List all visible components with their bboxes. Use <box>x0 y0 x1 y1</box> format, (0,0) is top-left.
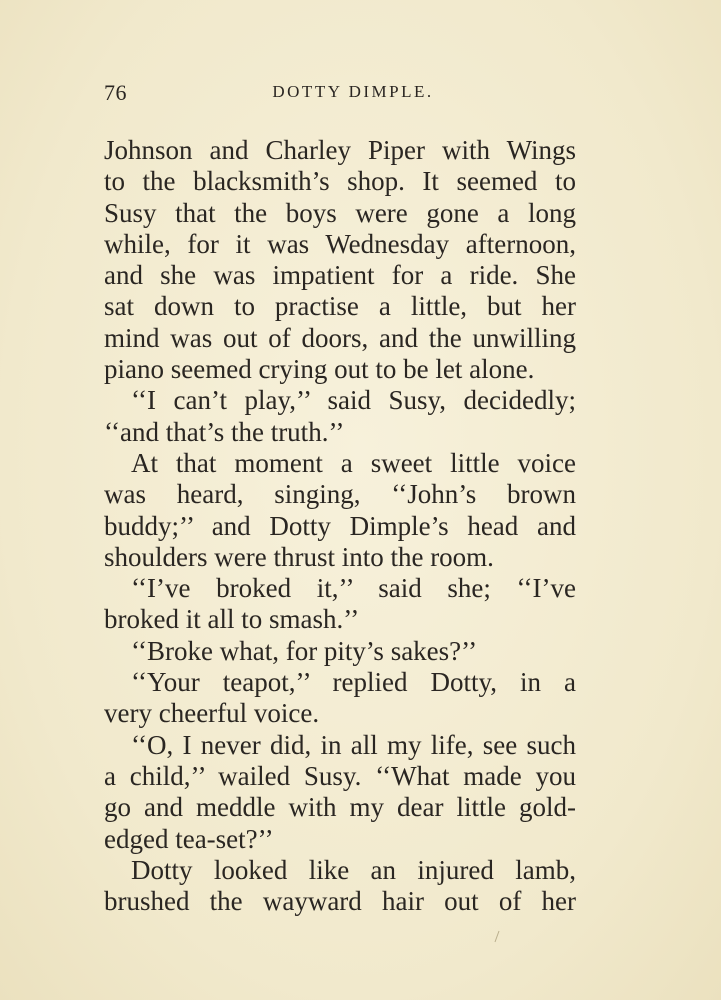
text-line: buddy;’’ and Dotty Dimple’s head and <box>104 510 576 541</box>
running-title: DOTTY DIMPLE. <box>272 82 434 101</box>
text-line: ‘‘I’ve broked it,’’ said she; ‘‘I’ve <box>131 573 576 604</box>
running-head <box>104 80 576 108</box>
text-line: sat down to practise a little, but her <box>104 291 576 322</box>
body-text <box>104 135 576 917</box>
text-line: ‘‘Your teapot,’’ replied Dotty, in a <box>131 667 576 698</box>
text-line: go and meddle with my dear little gold- <box>104 792 576 823</box>
text-line: very cheerful voice. <box>104 698 320 729</box>
text-line: Johnson and Charley Piper with Wings <box>104 135 576 165</box>
text-line: to the blacksmith’s shop. It seemed to <box>104 166 576 197</box>
text-line: brushed the wayward hair out of her <box>104 886 576 917</box>
text-line: Susy that the boys were gone a long <box>104 197 576 228</box>
text-line: ‘‘Broke what, for pity’s sakes?’’ <box>131 635 478 666</box>
text-line: edged tea-set?’’ <box>104 823 274 854</box>
page-number: 76 <box>104 80 127 105</box>
text-line: ‘‘and that’s the truth.’’ <box>104 416 345 447</box>
text-line: ‘‘I can’t play,’’ said Susy, decidedly; <box>131 385 576 416</box>
text-line: a child,’’ wailed Susy. ‘‘What made you <box>104 760 576 791</box>
pencil-mark-icon <box>493 930 501 944</box>
text-line: At that moment a sweet little voice <box>131 447 576 478</box>
text-line: mind was out of doors, and the unwilling <box>104 322 576 353</box>
text-line: broked it all to smash.’’ <box>104 604 360 635</box>
text-line: and she was impatient for a ride. She <box>104 260 576 291</box>
text-line: Dotty looked like an injured lamb, <box>131 854 576 885</box>
text-line: while, for it was Wednesday afternoon, <box>104 228 576 259</box>
text-line: piano seemed crying out to be let alone. <box>104 354 535 385</box>
text-line: ‘‘O, I never did, in all my life, see such <box>131 729 576 760</box>
text-line: was heard, singing, ‘‘John’s brown <box>104 479 576 510</box>
text-line: shoulders were thrust into the room. <box>104 541 494 572</box>
